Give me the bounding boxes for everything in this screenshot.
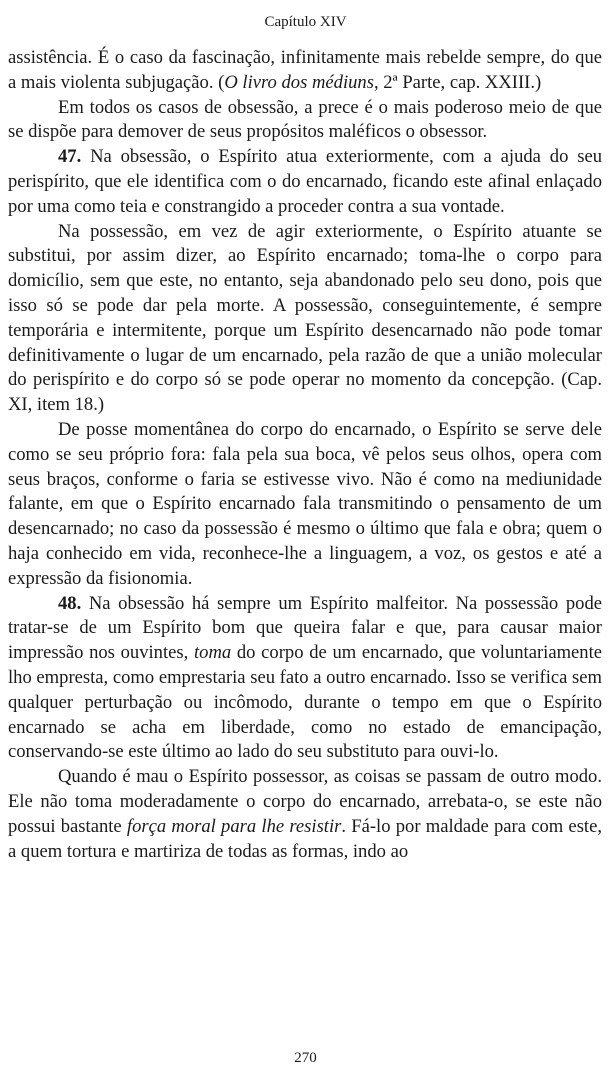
emphasis-text: toma [193, 642, 232, 664]
paragraph [8, 145, 602, 219]
paragraph [8, 418, 602, 592]
text-run: Na obsessão há sempre um Espírito malfeitor. Na possessão pode tratar-se de um Espírito bom que queira falar e que, para causar maior impressão nos ouvintes, [8, 592, 602, 664]
paragraph [8, 220, 602, 418]
paragraph [8, 592, 602, 766]
text-run: De posse momentânea do corpo do encarnado, o Espírito se serve dele como se seu próprio fora: fala pela sua boca, vê pelos seus olhos, opera com seus braços, conforme o faria se estivesse vivo. Não é como na mediunidade falante, em que o Espírito encarnado fala transmitindo o pensamento de um desencarnado; no caso da possessão é mesmo o último que fala e obra; quem o haja conhecido em vida, reconhece-lhe a linguagem, a voz, os gestos e até a expressão da fisionomia. [8, 418, 602, 589]
paragraph [8, 765, 602, 864]
text-run: assistência. É o caso da fascinação, infinitamente mais rebelde sempre, do que a mais violenta subjugação. ( [8, 47, 602, 93]
emphasis-text: O livro dos médiuns [224, 71, 374, 93]
page-number: 270 [294, 1050, 317, 1066]
item-number: 47. [58, 146, 82, 168]
text-run: Na obsessão, o Espírito atua exteriormente, com a ajuda do seu perispírito, que ele identifica com o do encarnado, ficando este afinal enlaçado por uma como teia e constrangido a proceder contra a sua vontade. [8, 146, 602, 217]
paragraph [8, 46, 602, 96]
text-run: Na possessão, em vez de agir exteriormente, o Espírito atuante se substitui, por assim dizer, ao Espírito encarnado; toma-lhe o corpo para domicílio, sem que este, no entanto, seja abandonado pelo seu dono, pois que isso só se pode dar pela morte. A possessão, conseguintemente, é sempre temporária e intermitente, porque um Espírito desencarnado não pode tomar definitivamente o lugar de um encarnado, pela razão de que a união molecular do perispírito e do corpo só se pode operar no momento da concepção. (Cap. XI, item 18.) [8, 220, 602, 416]
item-number: 48. [58, 592, 82, 614]
emphasis-text: força moral para lhe resistir [126, 815, 342, 837]
paragraph [8, 96, 602, 146]
text-run: , 2ª Parte, cap. XXIII.) [373, 71, 542, 93]
page-body [8, 46, 602, 864]
text-run: . Fá-lo por maldade para com este, a quem tortura e martiriza de todas as formas, indo ao [8, 815, 602, 862]
text-run: Em todos os casos de obsessão, a prece é o mais poderoso meio de que se dispõe para demover de seus propósitos maléficos o obsessor. [8, 96, 602, 143]
running-header: Capítulo XIV [264, 14, 347, 30]
text-run: Quando é mau o Espírito possessor, as coisas se passam de outro modo. Ele não toma moderadamente o corpo do encarnado, arrebata-o, se este não possui bastante [8, 766, 602, 837]
text-run: do corpo de um encarnado, que voluntariamente lho empresta, como emprestaria seu fato a outro encarnado. Isso se verifica sem qualquer perturbação ou incômodo, durante o tempo em que o Espírito encarnado se acha em liberdade, como no estado de emancipação, conservando-se este último ao lado do seu substituto para ouvi-lo. [8, 642, 602, 763]
